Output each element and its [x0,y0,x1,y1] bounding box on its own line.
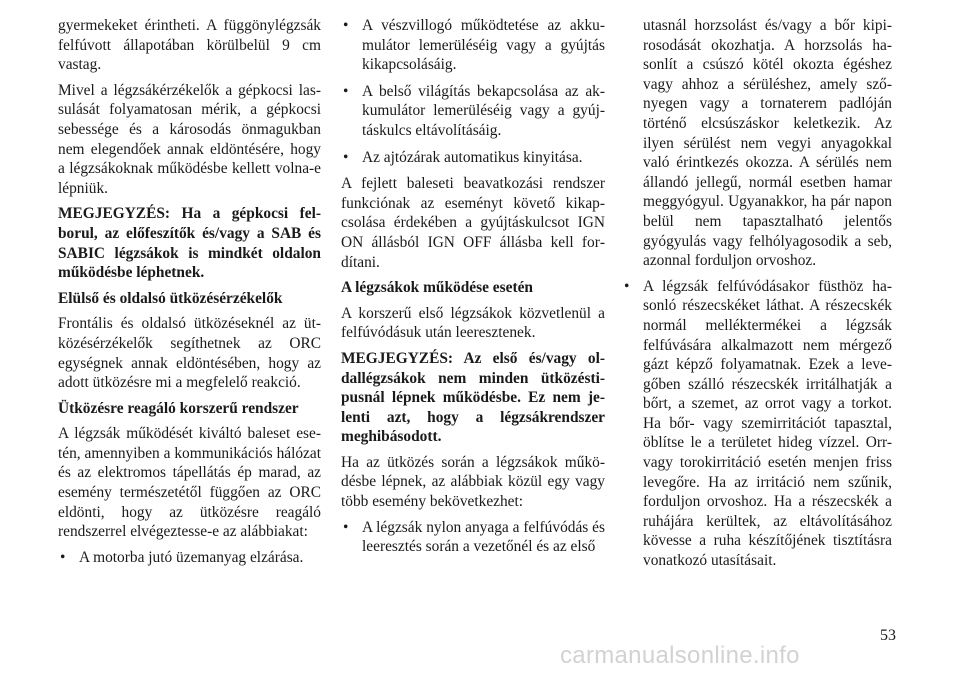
list-item-text: Az ajtózárak automatikus kinyitása. [362,148,583,166]
page-number: 53 [880,627,896,644]
paragraph: Mivel a légzsákérzékelők a gépkocsi lassulását folyamatosan mérik, a gépkocsi sebessége és a károsodás önmagukban nem elegendőek annak eldöntésére, hogy a légzsákoknak működésbe kellett volna-e lépniük. [58,81,321,197]
paragraph: A korszerű első légzsákok közvetlenül a felfúvódásuk után leeresztenek. [341,304,605,342]
list-item-text: A légzsák nylon anyaga a felfúvódás és leeresztés során a vezetőnél és az első [362,518,605,556]
list-item [341,518,605,557]
bullet-icon: • [343,518,349,536]
bullet-icon: • [343,148,349,166]
list-item-text: A motorba jutó üzemanyag elzárása. [79,548,304,566]
bullet-icon: • [343,17,349,34]
list-item-text: A belső világítás bekapcsolása az akkumulátor lemerüléséig vagy a gyújtáskulcs eltávolításáig. [362,82,605,139]
bullet-icon: • [343,82,349,100]
paragraph: gyermekeket érintheti. A függönylégzsák felfúvott állapotában körülbelül 9 cm vastag. [58,17,321,74]
watermark: carmanualsonline.info [560,642,800,669]
list-item-text: A légzsák felfúvódásakor füsthöz hasonló részecskéket láthat. A részecskék normál melléktermékei a légzsák felfúvására alkalmazott nem mérgező gázt képző folyamatnak. Ezek a levegőben szálló részecskék irritálhatják a bőrt, a szemet, az orrot vagy a torkot. Ha bőr- vagy szemirritációt tapasztal, öblítse le a területet hideg vízzel. Orr- vagy torokirritáció esetén menjen friss levegőre. Ha az irritáció nem szűnik, forduljon orvoshoz. Ha a részecskék a ruhájára kerültek, az eltávolításához kövesse a ruha készítőjének tisztításra vonatkozó utasításait. [643,277,892,570]
note-paragraph: MEGJEGYZÉS: Az első és/vagy oldallégzsákok nem minden ütközéstipusnál lépnek működésbe. Ez nem jelenti azt, hogy a légzsákrendszer meghibásodott. [341,349,605,446]
paragraph: Frontális és oldalsó ütközéseknél az ütközésérzékelők segíthetnek az ORC egységnek annak eldöntésében, hogy az adott ütközésre mi a megfelelő reakció. [58,315,321,392]
list-item [341,148,605,168]
list-item [58,548,321,568]
list-item-text: A vészvillogó működtetése az akkumulátor lemerüléséig vagy a gyújtás kikapcsolásáig. [362,17,605,74]
paragraph: Ha az ütközés során a légzsákok működésbe lépnek, az alábbiak közül egy vagy több esemény bekövetkezhet: [341,453,605,511]
list-item [341,16,605,75]
bullet-list [341,518,605,557]
section-heading: A légzsákok működése esetén [341,279,533,297]
bullet-list [58,548,321,568]
continued-list-text: utasnál horzsolást és/vagy a bőr kipirosodását okozhatja. A horzsolás hasonlít a csúszó kötél okozta égéshez vagy ahhoz a sérüléshez, amely szőnyegen vagy a tornaterem padlóján történő elcsúszáskor keletkezik. Az ilyen sérülést nem vegyi anyagokkal való érintkezés okozza. A sérülés nem állandó jellegű, normál esetben hamar meggyógyul. Ugyanakkor, ha pár napon belül nem tapasztalható jelentős gyógyulás vagy felhólyagosodik a seb, azonnal forduljon orvoshoz. [643,17,892,270]
note-paragraph: MEGJEGYZÉS: Ha a gépkocsi felborul, az előfeszítők és/vagy a SAB és SABIC légzsákok is mindkét oldalon működésbe léphetnek. [58,205,321,282]
list-item [341,82,605,141]
text-column-2 [341,16,605,564]
text-column-1 [58,16,321,574]
section-heading: Ütközésre reagáló korszerű rendszer [58,399,299,417]
bullet-icon: • [60,548,66,566]
list-item [622,277,892,571]
paragraph: A légzsák működését kiváltó baleset esetén, amennyiben a kommunikációs hálózat és az elektromos tápellátás ép marad, az esemény természetétől függően az ORC eldönti, hogy az ütközésre reagáló rendszerrel elvégeztesse-e az alábbiakat: [58,425,321,541]
text-column-3 [622,16,892,578]
bullet-list [622,277,892,571]
bullet-list [341,16,605,167]
bullet-icon: • [624,277,630,295]
paragraph: A fejlett baleseti beavatkozási rendszer funkciónak az eseményt követő kikapcsolása érdekében a gyújtáskulcsot IGN ON állásból IGN OFF állásba kell fordítani. [341,175,605,271]
section-heading: Elülső és oldalsó ütközésérzékelők [58,289,283,307]
